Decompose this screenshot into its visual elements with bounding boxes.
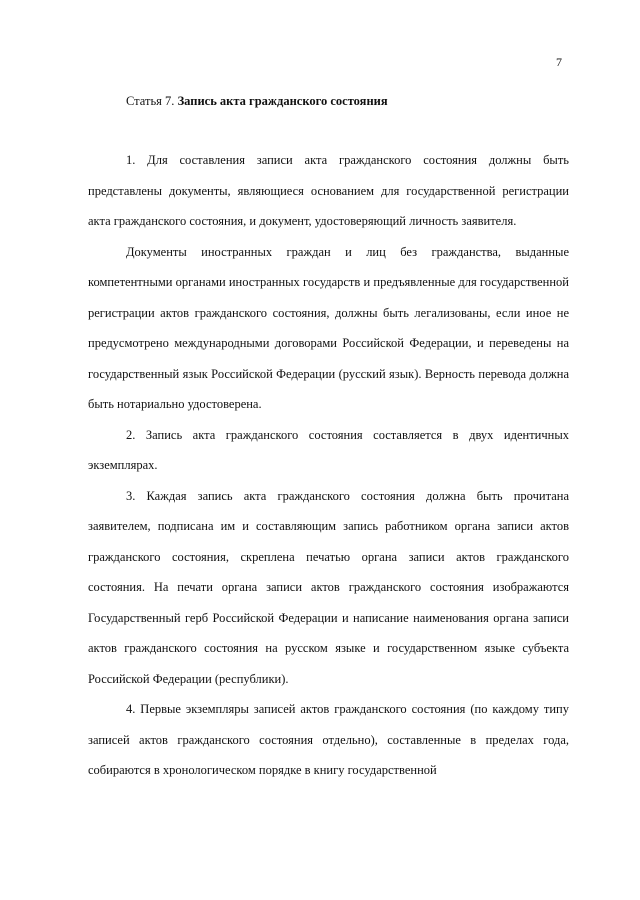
paragraph-1: 1. Для составления записи акта гражданского состояния должны быть представлены документы, являющиеся основанием для государственной регистрации акта гражданского состояния, и документ, удостоверяющий личность заявителя. — [88, 153, 569, 228]
article-title: Запись акта гражданского состояния — [177, 94, 388, 108]
article-heading — [126, 92, 388, 110]
paragraph-4: 3. Каждая запись акта гражданского состояния должна быть прочитана заявителем, подписана им и составляющим запись работником органа записи актов гражданского состояния, скреплена печатью органа записи актов гражданского состояния. На печати органа записи актов гражданского состояния изображаются Государственный герб Российской Федерации и написание наименования органа записи актов гражданского состояния на русском языке и государственном языке субъекта Российской Федерации (республики). — [88, 488, 569, 686]
paragraph-3: 2. Запись акта гражданского состояния составляется в двух идентичных экземплярах. — [88, 427, 569, 472]
paragraph-2: Документы иностранных граждан и лиц без гражданства, выданные компетентными органами иностранных государств и предъявленные для государственной регистрации актов гражданского состояния, должны быть легализованы, если иное не предусмотрено международными договорами Российской Федерации, и переведены на государственный язык Российской Федерации (русский язык). Верность перевода должна быть нотариально удостоверена. — [88, 244, 569, 411]
page-number: 7 — [556, 55, 562, 69]
article-body — [88, 145, 569, 786]
article-label: Статья 7. — [126, 94, 175, 108]
paragraph-5: 4. Первые экземпляры записей актов гражданского состояния (по каждому типу записей актов гражданского состояния отдельно), составленные в пределах года, собираются в хронологическом порядке в книгу государственной — [88, 702, 569, 777]
